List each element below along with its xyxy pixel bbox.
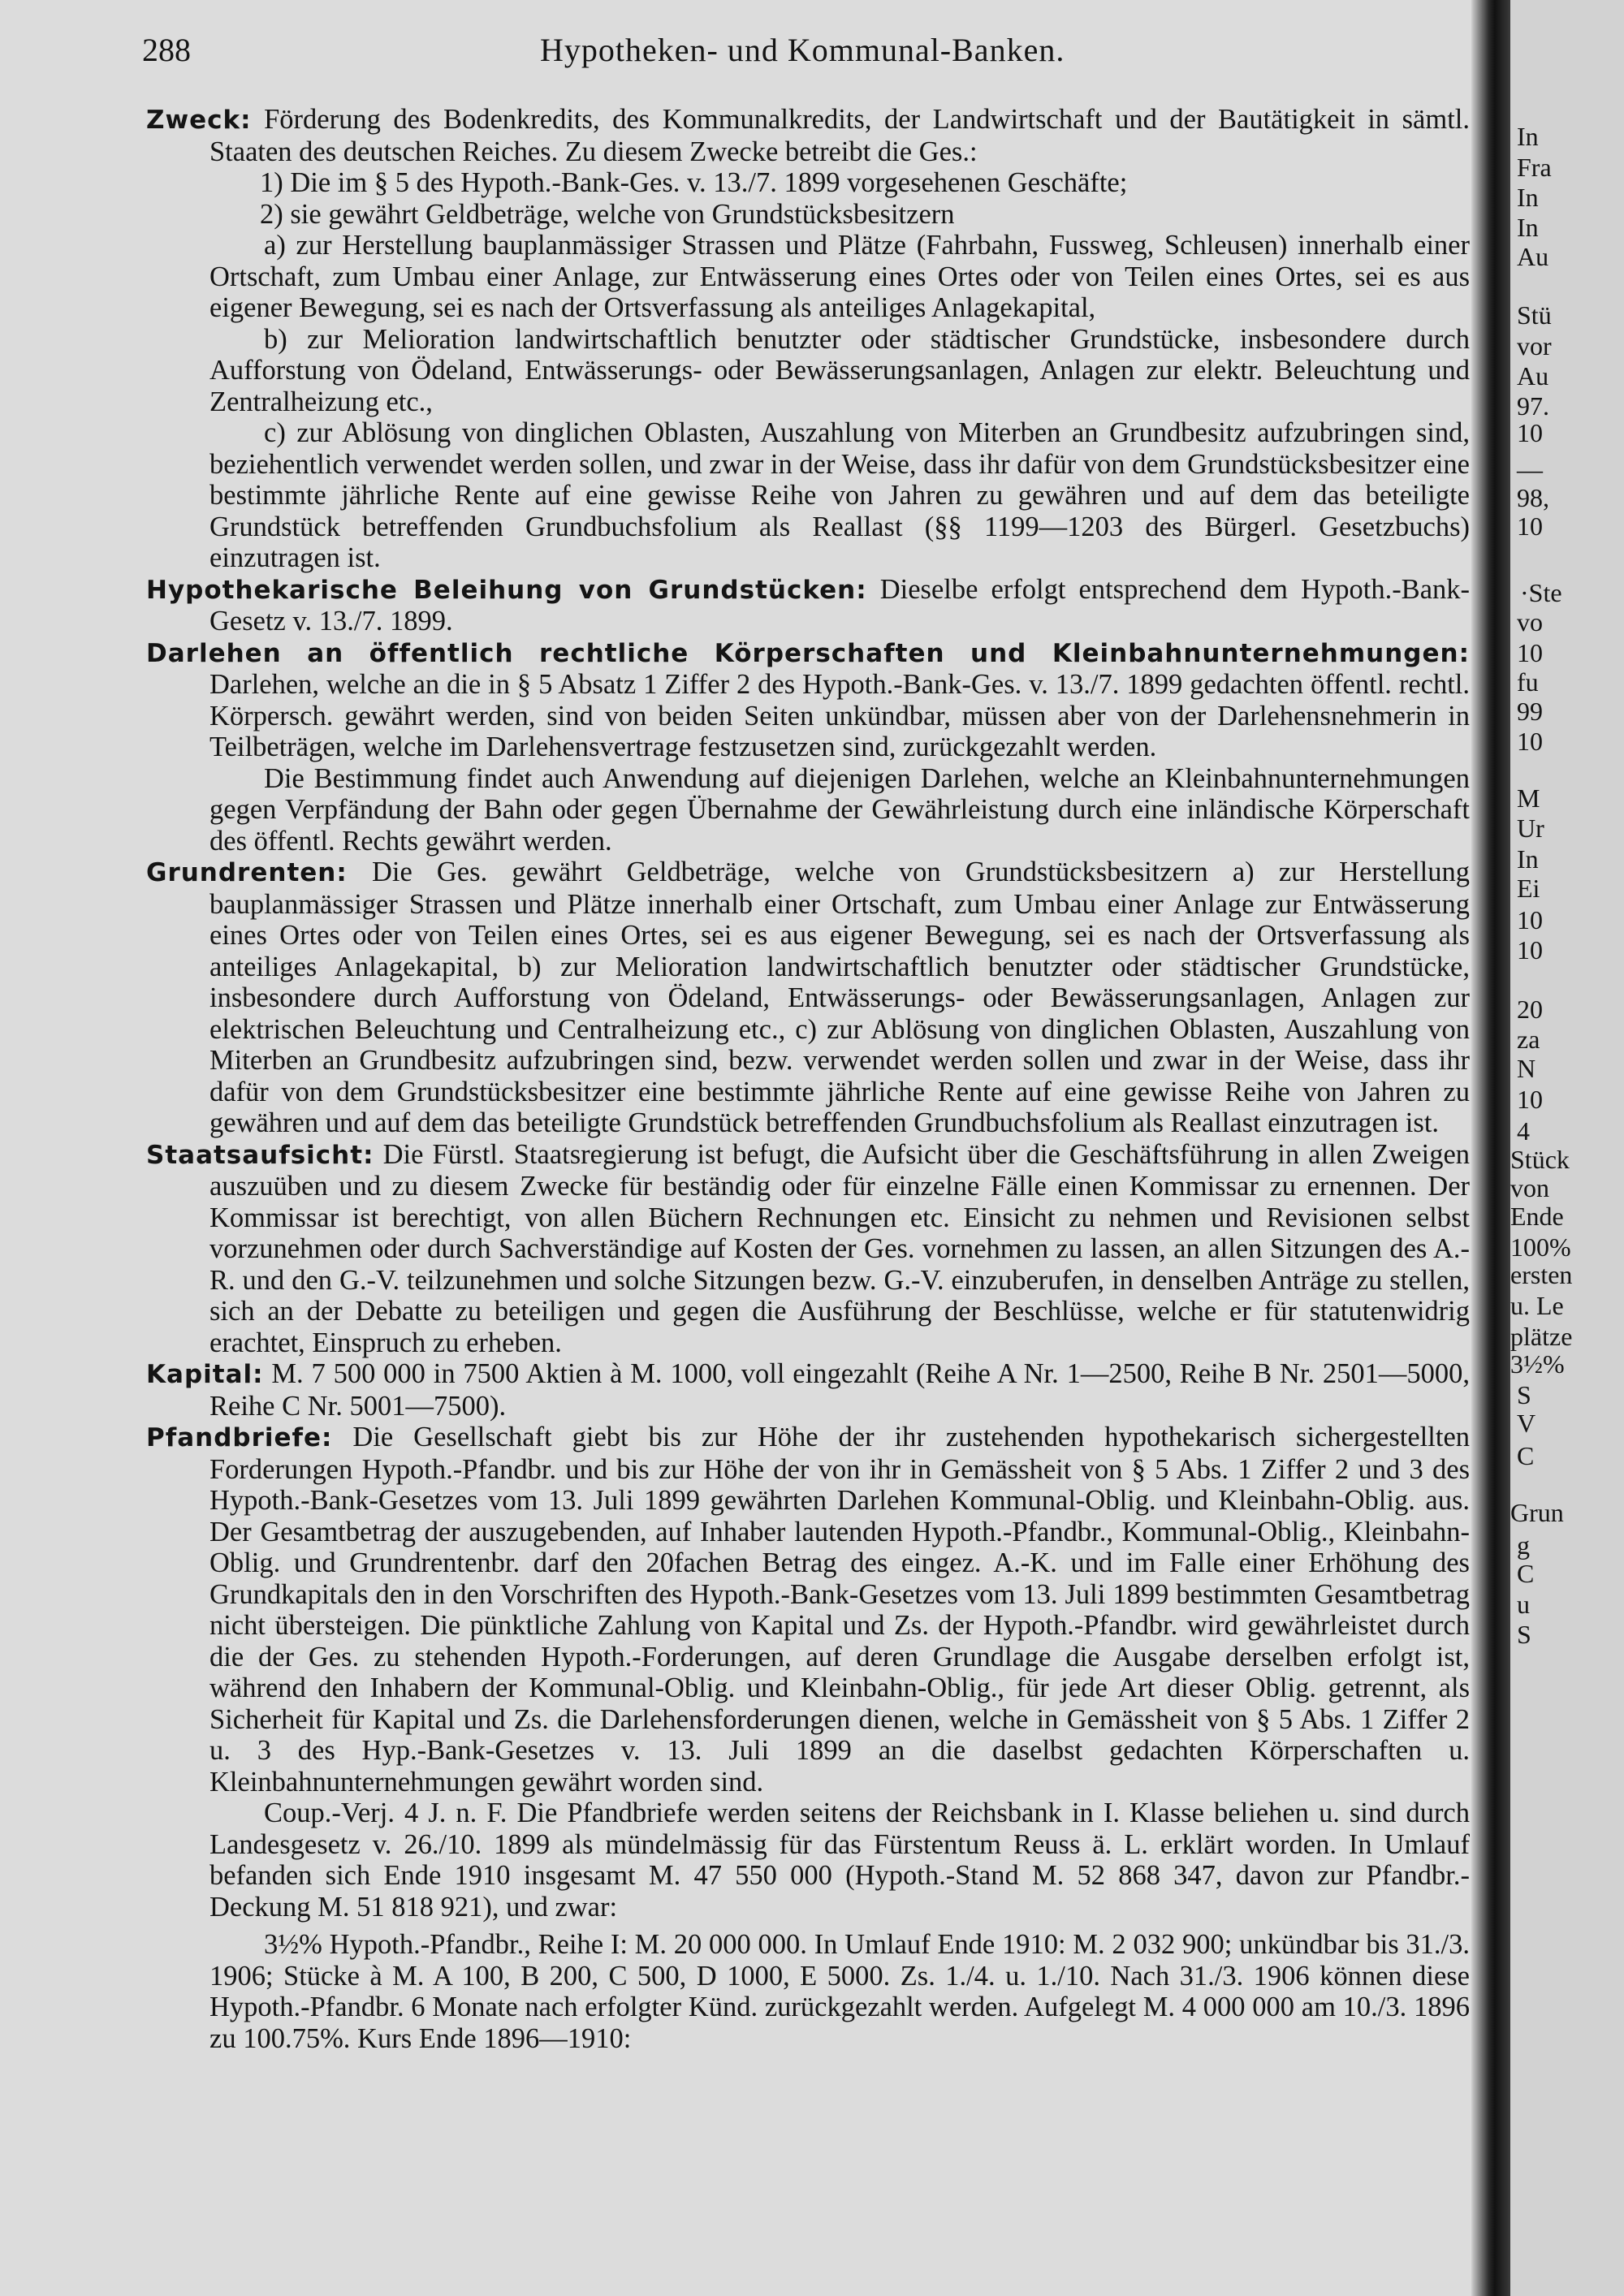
facing-page-fragment: 10 xyxy=(1517,905,1543,934)
heading-darlehen: Darlehen an öffentlich rechtliche Körperschaften und Kleinbahnunternehmungen: xyxy=(146,638,1470,668)
facing-page-fragment: Ur xyxy=(1517,814,1544,843)
facing-page-fragment: N xyxy=(1517,1054,1536,1083)
facing-page-fragment: u xyxy=(1517,1590,1530,1619)
zweck-item-2b: b) zur Melioration landwirtschaftlich benutzter oder städtischer Grundstücke, insbesondere durch Aufforstung von Ödeland, Entwässerungs- oder Bewässerungsanlagen, Anlagen zur elektr. Beleuchtung und Zentralheizung etc., xyxy=(209,323,1470,417)
page-body xyxy=(146,104,1470,2054)
facing-page-fragment: za xyxy=(1517,1025,1540,1054)
heading-beleihung: Hypothekarische Beleihung von Grundstücken: xyxy=(146,575,867,605)
facing-page-fragment: g xyxy=(1517,1530,1530,1560)
facing-page-fragment: vo xyxy=(1517,607,1543,637)
facing-page-fragment: In xyxy=(1517,122,1539,151)
facing-page-fragment: Grun xyxy=(1510,1498,1564,1527)
zweck-item-2: 2) sie gewährt Geldbeträge, welche von Grundstücksbesitzern xyxy=(260,198,955,230)
page-number: 288 xyxy=(142,32,191,68)
facing-page-fragment: 10 xyxy=(1517,727,1543,756)
running-title: Hypotheken- und Kommunal-Banken. xyxy=(540,32,1065,68)
heading-staatsaufsicht: Staatsaufsicht: xyxy=(146,1140,374,1170)
staatsaufsicht-text: Die Fürstl. Staatsregierung ist befugt, die Aufsicht über die Geschäftsführung in allen Zweigen auszuüben und zu diesem Zwecke für beständig oder für einzelne Fälle einen Kommissar zu ernennen. Der Kommissar ist berechtigt, von allen Büchern Rechnungen etc. Einsicht zu nehmen und Revisionen selbst vorzunehmen oder durch Sachverständige auf Kosten der Ges. vornehmen zu lassen, an allen Sitzungen des A.-R. und den G.-V. teilzunehmen und solche Sitzungen bezw. G.-V. einzuberufen, in denselben Anträge zu stellen, sich an der Debatte zu beteiligen und gegen die Ausführung der Beschlüsse, welche er für statutenwidrig erachtet, Einspruch zu erheben. xyxy=(209,1138,1471,1358)
darlehen-text: Darlehen, welche an die in § 5 Absatz 1 Ziffer 2 des Hypoth.-Bank-Ges. v. 13./7. 1899 gedachten öffentl. rechtl. Körpersch. gewährt werden, sind von beiden Seiten unkündbar, müssen aber von der Darlehensnehmerin in Teilbeträgen, welche im Darlehensvertrage festzusetzen sind, zurückgezahlt werden. xyxy=(209,669,1470,762)
section-pfandbriefe xyxy=(146,1422,1470,1798)
facing-page-fragment: 10 xyxy=(1517,511,1543,541)
facing-page-fragment: 10 xyxy=(1517,1085,1543,1114)
facing-page-fragment: M xyxy=(1517,783,1540,813)
facing-page-fragment: Ei xyxy=(1517,874,1540,903)
book-gutter xyxy=(1471,0,1510,2296)
section-darlehen xyxy=(146,637,1470,763)
facing-page-fragment: S xyxy=(1517,1620,1531,1649)
facing-page-fragment: ersten xyxy=(1510,1260,1573,1289)
beleihung-text: Dieselbe erfolgt entsprechend dem Hypoth.-Bank-Gesetz v. 13./7. 1899. xyxy=(209,573,1470,637)
facing-page-fragment: — xyxy=(1517,455,1543,484)
heading-grundrenten: Grundrenten: xyxy=(146,858,348,887)
zweck-item-2a: a) zur Herstellung bauplanmässiger Strassen und Plätze (Fahrbahn, Fussweg, Schleusen) innerhalb einer Ortschaft, zum Umbau einer Anlage, zur Entwässerung eines Ortes oder von Teilen eines Ortes, sei es aus eigener Bewegung, sei es nach der Ortsverfassung als anteiliges Anlagekapital, xyxy=(209,230,1470,323)
facing-page-fragment: 3½% xyxy=(1510,1349,1565,1379)
facing-page-fragment: 10 xyxy=(1517,935,1543,965)
facing-page-fragment: V xyxy=(1517,1409,1536,1438)
heading-zweck: Zweck: xyxy=(146,106,252,135)
facing-page-fragment: plätze xyxy=(1510,1322,1573,1351)
section-zweck xyxy=(146,104,1470,167)
facing-page-fragment: C xyxy=(1517,1441,1535,1470)
facing-page-edge xyxy=(1510,0,1624,2296)
facing-page-fragment: u. Le xyxy=(1510,1291,1564,1320)
section-grundrenten xyxy=(146,857,1470,1139)
page-header xyxy=(142,31,1474,76)
grundrenten-text: Die Ges. gewährt Geldbeträge, welche von Grundstücksbesitzern a) zur Herstellung bauplanmässiger Strassen und Plätze innerhalb einer Ortschaft, zum Umbau einer Anlage zur Entwässerung eines Ortes oder von Teilen eines Ortes, sei es aus eigener Bewegung, sei es nach der Ortsverfassung als anteiliges Anlagekapital, b) zur Melioration landwirtschaftlich benutzter oder städtischer Grundstücke, insbesondere durch Aufforstung von Ödeland, Entwässerungs- oder Bewässerungsanlagen, Anlagen zur elektrischen Beleuchtung und Centralheizung etc., c) zur Ablösung von dinglichen Oblasten, Auszahlung von Miterben an Grundbesitz aufzubringen sind, bezw. verwendet werden sollen und zwar in der Weise, dass ihr dafür von dem Grundstücksbesitzer eine bestimmte jährliche Rente auf eine gewisse Reihe von Jahren zu gewähren und auf dem das beteiligte Grundstück betreffenden Grundbuchsfolium als Reallast einzutragen ist. xyxy=(209,857,1470,1138)
pfandbriefe-text: Die Gesellschaft giebt bis zur Höhe der ihr zustehenden hypothekarisch sichergestellten Forderungen Hypoth.-Pfandbr. und bis zur Höhe der von ihr in Gemässheit von § 5 Abs. 1 Ziffer 2 und 3 des Hypoth.-Bank-Gesetzes vom 13. Juli 1899 gewährten Darlehen Kommunal-Oblig. und Kleinbahn-Oblig. aus. Der Gesamtbetrag der auszugebenden, auf Inhaber lautenden Hypoth.-Pfandbr., Kommunal-Oblig., Kleinbahn-Oblig. und Grundrentenbr. darf den 20fachen Betrag des eingez. A.-K. und im Falle einer Erhöhung des Grundkapitals den in den Vorschriften des Hypoth.-Bank-Gesetzes vom 13. Juli 1899 bestimmten Gesamtbetrag nicht übersteigen. Die pünktliche Zahlung von Kapital und Zs. der Hypoth.-Pfandbr. wird gewährleistet durch die der Ges. zu stehenden Hypoth.-Forderungen, auf deren Grundlage die Ausgabe derselben erfolgt ist, während den Inhabern der Kommunal-Oblig. und Kleinbahn-Oblig., für jede Art dieser Oblig. getrennt, als Sicherheit für Kapital und Zs. die Darlehensforderungen dienen, welche in Gemässheit von § 5 Abs. 1 Ziffer 2 u. 3 des Hyp.-Bank-Gesetzes v. 13. Juli 1899 an die daselbst gedachten Körperschaften u. Kleinbahnunternehmungen gewährt worden sind. xyxy=(209,1422,1471,1798)
heading-kapital: Kapital: xyxy=(146,1360,264,1389)
section-staatsaufsicht xyxy=(146,1139,1470,1359)
facing-page-fragment: von xyxy=(1510,1173,1549,1202)
pfandbriefe-text-3: 3½% Hypoth.-Pfandbr., Reihe I: M. 20 000 000. In Umlauf Ende 1910: M. 2 032 900; unkündbar bis 31./3. 1906; Stücke à M. A 100, B 200, C 500, D 1000, E 5000. Zs. 1./4. u. 1./10. Nach 31./3. 1906 können diese Hypoth.-Pfandbr. 6 Monate nach erfolgter Künd. zurückgezahlt werden. Aufgelegt M. 4 000 000 am 10./3. 1896 zu 100.75%. Kurs Ende 1896—1910: xyxy=(209,1929,1470,2054)
facing-page-fragment: Stü xyxy=(1517,300,1552,330)
facing-page-fragment: In xyxy=(1517,183,1539,212)
zweck-intro: Förderung des Bodenkredits, des Kommunalkredits, der Landwirtschaft und der Bautätigkeit in sämtl. Staaten des deutschen Reiches. Zu diesem Zwecke betreibt die Ges.: xyxy=(209,104,1471,167)
facing-page-fragment: In xyxy=(1517,844,1539,874)
facing-page-fragment: Stück xyxy=(1510,1145,1570,1174)
facing-page-fragment: C xyxy=(1517,1559,1535,1588)
facing-page-fragment: vor xyxy=(1517,331,1552,360)
facing-page-fragment: 10 xyxy=(1517,418,1543,447)
pfandbriefe-text-2: Coup.-Verj. 4 J. n. F. Die Pfandbriefe werden seitens der Reichsbank in I. Klasse beliehen u. sind durch Landesgesetz v. 26./10. 1899 als mündelmässig für das Fürstentum Reuss ä. L. erklärt worden. In Umlauf befanden sich Ende 1910 insgesamt M. 47 550 000 (Hypoth.-Stand M. 52 868 347, davon zur Pfandbr.-Deckung M. 51 818 921), und zwar: xyxy=(209,1798,1470,1923)
facing-page-fragment: 10 xyxy=(1517,638,1543,667)
facing-page-fragment: In xyxy=(1517,213,1539,242)
zweck-item-2c: c) zur Ablösung von dinglichen Oblasten, Auszahlung von Miterben an Grundbesitz aufzubringen sind, beziehentlich verwendet werden sollen, und zwar in der Weise, dass ihr dafür von dem Grundstücksbesitzer eine bestimmte jährliche Rente auf eine gewisse Reihe von Jahren zu gewähren und auf dem das beteiligte Grundstück betreffenden Grundbuchsfolium als Reallast (§§ 1199—1203 des Bürgerl. Gesetzbuchs) einzutragen ist. xyxy=(209,417,1470,573)
heading-pfandbriefe: Pfandbriefe: xyxy=(146,1423,333,1452)
facing-page-fragment: S xyxy=(1517,1380,1531,1409)
facing-page-fragment: fu xyxy=(1517,667,1539,697)
section-kapital xyxy=(146,1358,1470,1422)
facing-page-fragment: 4 xyxy=(1517,1116,1530,1146)
section-beleihung xyxy=(146,574,1470,637)
facing-page-fragment: 97. xyxy=(1517,391,1549,421)
facing-page-fragment: Fra xyxy=(1517,153,1552,182)
zweck-item-1: 1) Die im § 5 des Hypoth.-Bank-Ges. v. 13./7. 1899 vorgesehenen Geschäfte; xyxy=(260,167,1128,198)
facing-page-fragment: Ende xyxy=(1510,1202,1564,1231)
facing-page-fragment: 20 xyxy=(1517,995,1543,1024)
facing-page-fragment: Au xyxy=(1517,242,1549,271)
facing-page-fragment: 99 xyxy=(1517,697,1543,726)
facing-page-fragment: 100% xyxy=(1510,1232,1571,1262)
facing-page-fragment: Au xyxy=(1517,361,1549,391)
facing-page-fragment: 98, xyxy=(1517,483,1549,512)
facing-page-fragment: ·Ste xyxy=(1520,578,1562,607)
darlehen-text-2: Die Bestimmung findet auch Anwendung auf diejenigen Darlehen, welche an Kleinbahnunternehmungen gegen Verpfändung der Bahn oder gegen Übernahme der Gewährleistung durch eine inländische Körperschaft des öffentl. Rechts gewährt werden. xyxy=(209,762,1470,857)
kapital-text: M. 7 500 000 in 7500 Aktien à M. 1000, voll eingezahlt (Reihe A Nr. 1—2500, Reihe B Nr. 2501—5000, Reihe C Nr. 5001—7500). xyxy=(209,1358,1471,1422)
